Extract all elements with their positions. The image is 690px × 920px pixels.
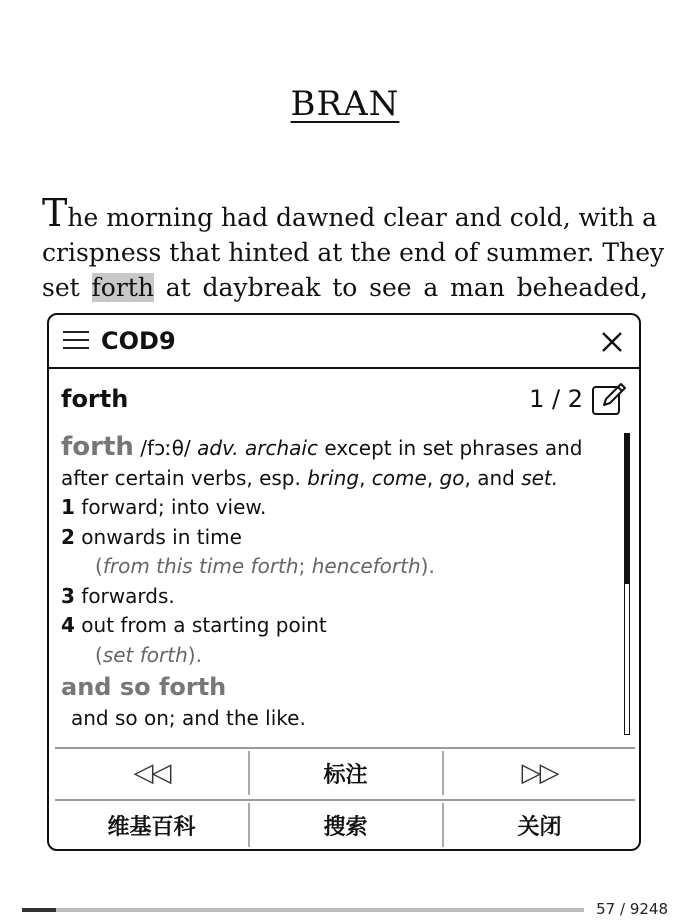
reading-progress-fill xyxy=(22,908,56,912)
fast-forward-icon: ▷▷ xyxy=(521,758,558,788)
text-line: crispness that hinted at the end of summer. They xyxy=(42,238,665,267)
close-icon[interactable] xyxy=(599,329,625,355)
sense: 1 forward; into view. xyxy=(61,495,267,519)
headword: forth xyxy=(61,385,129,413)
chapter-title: BRAN xyxy=(290,84,400,124)
sense-example: (from this time forth; henceforth). xyxy=(95,554,435,578)
popup-header xyxy=(49,315,639,369)
text-line: The morning had dawned clear and cold, with a xyxy=(42,191,658,235)
dictionary-popup xyxy=(47,313,641,851)
entry-definition: forth /fɔːθ/ adv. archaic except in set phrases and after certain verbs, esp. bring, come, go, and set. xyxy=(61,432,583,490)
scrollbar[interactable] xyxy=(624,433,630,735)
dictionary-name[interactable]: COD9 xyxy=(101,327,176,355)
annotate-button[interactable]: 标注 xyxy=(323,762,368,788)
action-buttons xyxy=(55,747,635,849)
entry-pager: 1 / 2 xyxy=(529,385,583,413)
rewind-icon: ◁◁ xyxy=(133,758,170,788)
reading-progress-bar[interactable] xyxy=(22,908,584,912)
scrollbar-thumb[interactable] xyxy=(625,434,629,584)
phrase-headword: and so forth xyxy=(61,673,227,701)
previous-entry-button[interactable] xyxy=(55,749,248,797)
sense-example: (set forth). xyxy=(95,642,202,667)
sense: 2 onwards in time xyxy=(61,524,242,549)
edit-icon[interactable] xyxy=(591,381,627,417)
sense: 3 forwards. xyxy=(61,583,175,608)
wikipedia-button[interactable]: 维基百科 xyxy=(107,814,196,840)
dictionary-entry xyxy=(61,433,609,734)
next-entry-button[interactable] xyxy=(443,749,636,797)
page-count: 57 / 9248 xyxy=(596,900,668,918)
menu-icon[interactable] xyxy=(63,331,89,351)
close-button[interactable]: 关闭 xyxy=(517,814,562,840)
phrase-definition: and so on; and the like. xyxy=(71,706,306,730)
drop-cap: T xyxy=(42,191,68,235)
highlighted-word[interactable]: forth xyxy=(91,273,154,302)
book-text xyxy=(42,191,665,305)
search-button[interactable]: 搜索 xyxy=(323,814,368,840)
sense: 4 out from a starting point xyxy=(61,613,327,637)
text-line: set forth at daybreak to see a man beheaded, xyxy=(42,273,648,302)
